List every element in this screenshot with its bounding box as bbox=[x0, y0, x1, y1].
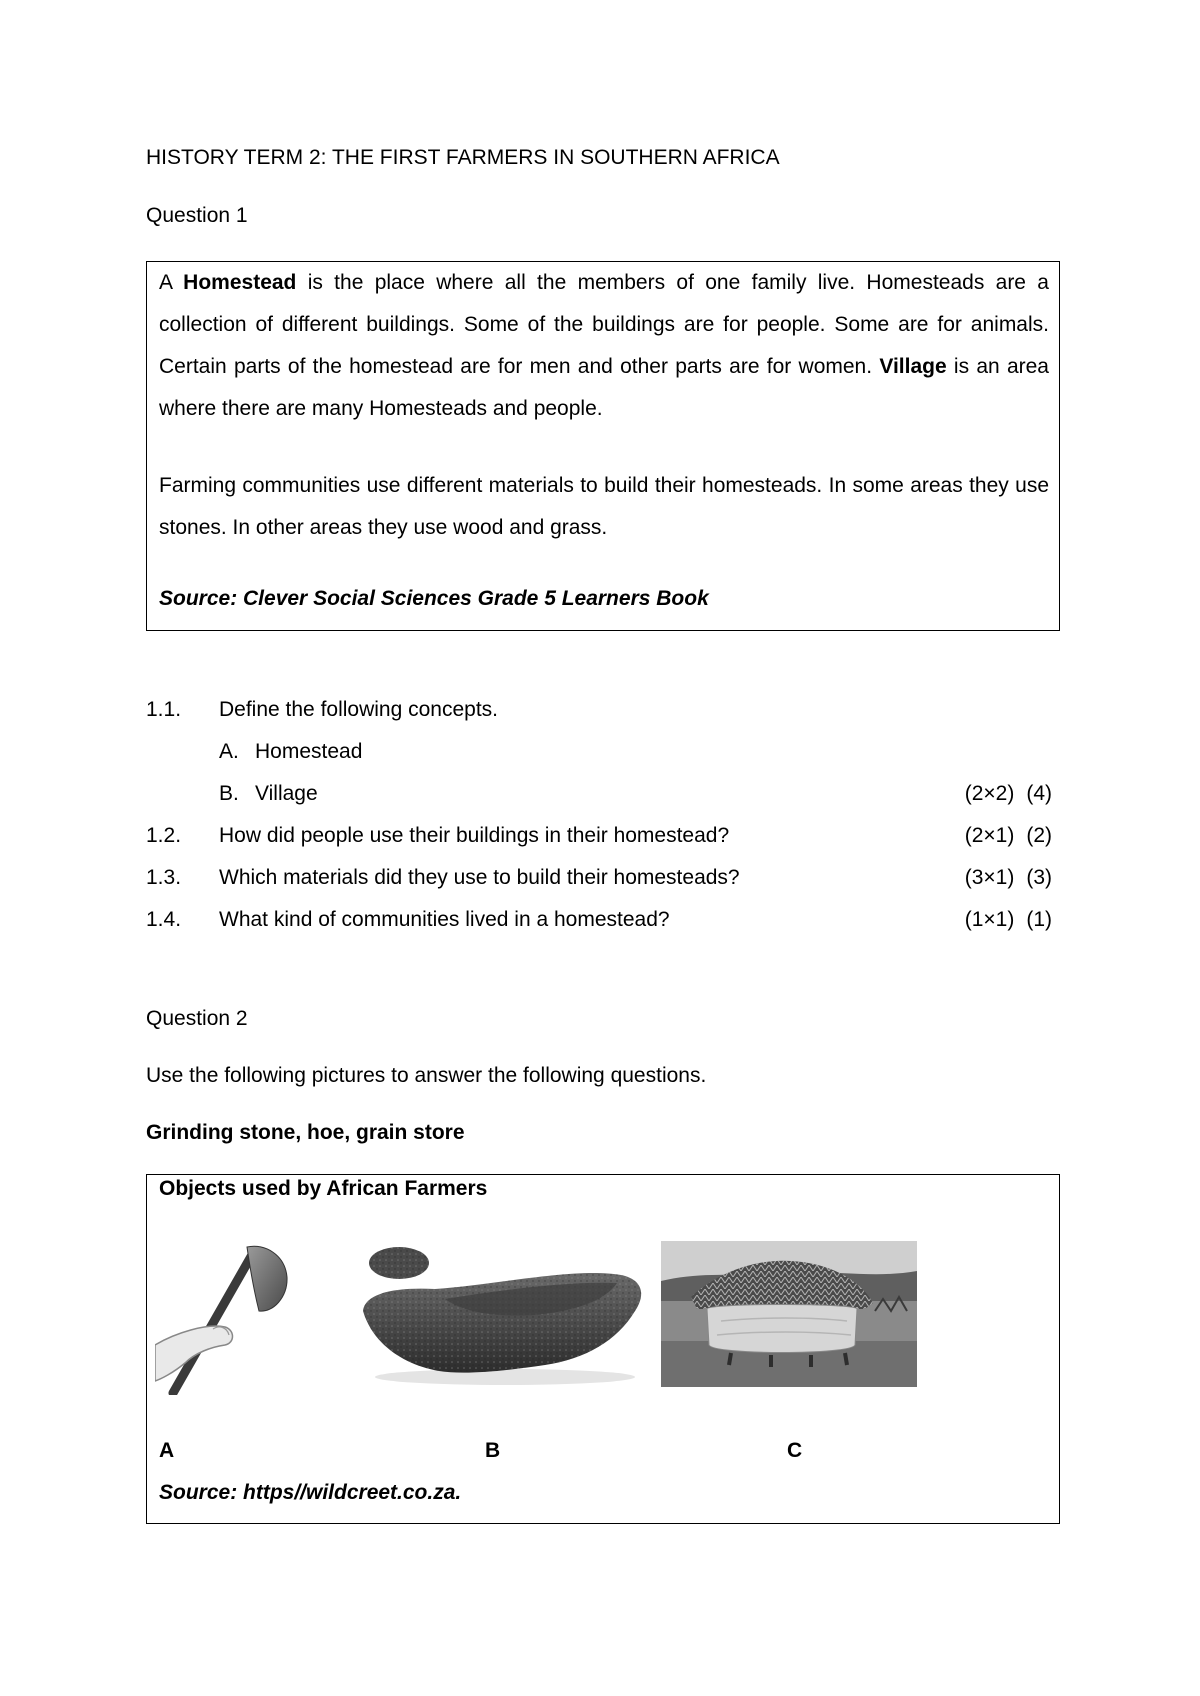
picture-label-b: B bbox=[485, 1439, 501, 1462]
term-village: Village bbox=[879, 355, 947, 378]
hoe-icon bbox=[155, 1235, 305, 1395]
item-text: What kind of communities lived in a homestead? bbox=[219, 908, 670, 931]
text-pre: A bbox=[159, 271, 184, 294]
item-text: How did people use their buildings in their homestead? bbox=[219, 824, 730, 847]
source-paragraph-1 bbox=[159, 262, 1049, 430]
text-mid: is the place where all the members of one family live. Homesteads are a collection of different buildings. Some of the buildings are for people. Some are for animals. Certain parts of the homestead are for men and other parts are for women. bbox=[159, 271, 1049, 378]
source-box-2 bbox=[146, 1174, 1060, 1524]
marks bbox=[944, 815, 1052, 857]
sub-item-a bbox=[146, 731, 1052, 773]
grain-store-icon bbox=[661, 1241, 917, 1387]
sub-letter: A. bbox=[219, 740, 239, 763]
marks bbox=[944, 899, 1052, 941]
question-item-1-4 bbox=[146, 899, 1052, 941]
question-2-subtitle: Grinding stone, hoe, grain store bbox=[146, 1121, 465, 1144]
item-number: 1.1. bbox=[146, 698, 182, 721]
item-text: Define the following concepts. bbox=[219, 698, 498, 721]
question-2-heading: Question 2 bbox=[146, 1007, 248, 1030]
sub-text: Homestead bbox=[255, 740, 363, 763]
sub-item-b bbox=[146, 773, 1052, 815]
marks bbox=[944, 857, 1052, 899]
source-citation: Source: Clever Social Sciences Grade 5 Learners Book bbox=[159, 587, 709, 610]
marks-total: (1) bbox=[1026, 908, 1052, 931]
grinding-stone-icon bbox=[355, 1241, 655, 1387]
picture-label-c: C bbox=[787, 1439, 803, 1462]
page-title: HISTORY TERM 2: THE FIRST FARMERS IN SOUTHERN AFRICA bbox=[146, 146, 780, 169]
question-item-1-3 bbox=[146, 857, 1052, 899]
sub-text: Village bbox=[255, 782, 318, 805]
marks-calc: (2×2) bbox=[964, 782, 1015, 805]
item-text: Which materials did they use to build their homesteads? bbox=[219, 866, 740, 889]
term-homestead: Homestead bbox=[183, 271, 297, 294]
source-citation: Source: https//wildcreet.co.za. bbox=[159, 1481, 462, 1504]
source-box-1 bbox=[146, 261, 1060, 631]
question-2-instruction: Use the following pictures to answer the following questions. bbox=[146, 1064, 707, 1087]
marks-total: (4) bbox=[1026, 782, 1052, 805]
marks-calc: (2×1) bbox=[964, 824, 1015, 847]
question-item-1-1 bbox=[146, 689, 1052, 731]
sub-letter: B. bbox=[219, 782, 239, 805]
item-number: 1.2. bbox=[146, 824, 182, 847]
item-number: 1.4. bbox=[146, 908, 182, 931]
marks-calc: (1×1) bbox=[964, 908, 1015, 931]
marks-total: (2) bbox=[1026, 824, 1052, 847]
source-box-title: Objects used by African Farmers bbox=[159, 1177, 488, 1200]
picture-label-a: A bbox=[159, 1439, 175, 1462]
text-post: is an area where there are many Homesteads and people. bbox=[159, 355, 1049, 420]
marks bbox=[944, 773, 1052, 815]
question-item-1-2 bbox=[146, 815, 1052, 857]
marks-total: (3) bbox=[1026, 866, 1052, 889]
item-number: 1.3. bbox=[146, 866, 182, 889]
source-paragraph-2: Farming communities use different materials to build their homesteads. In some areas they use stones. In other areas they use wood and grass. bbox=[159, 474, 1049, 539]
marks-calc: (3×1) bbox=[964, 866, 1015, 889]
question-1-heading: Question 1 bbox=[146, 204, 248, 227]
